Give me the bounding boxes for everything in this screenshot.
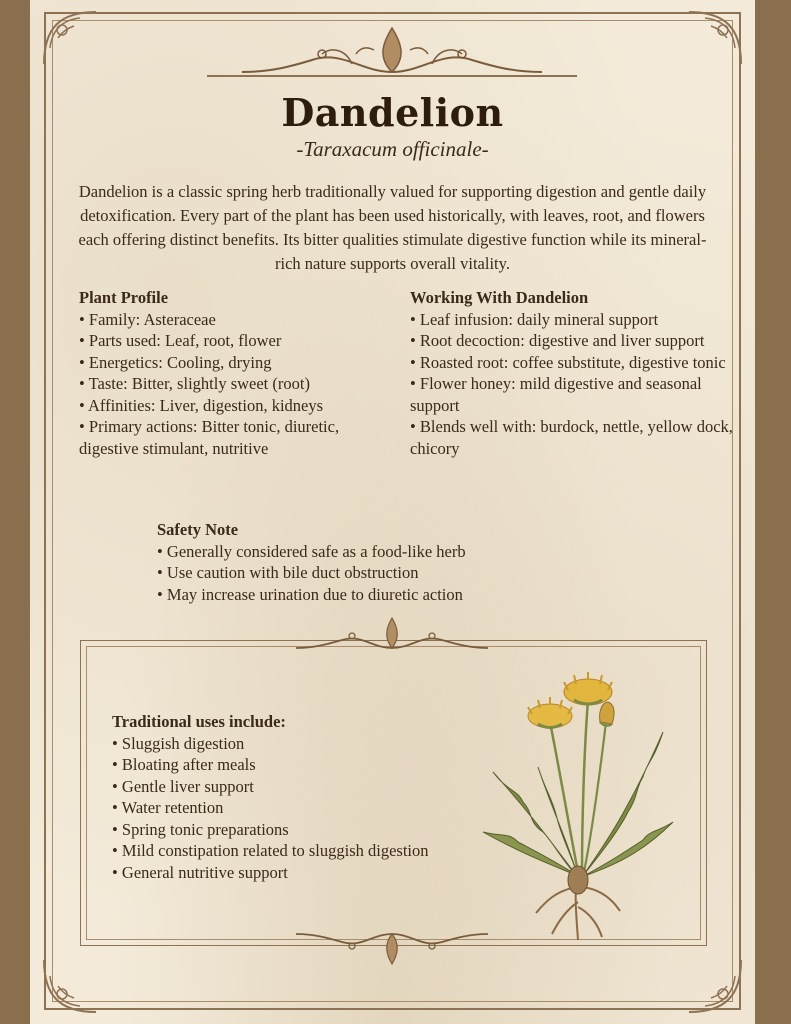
dandelion-flower-icon (528, 697, 572, 728)
traditional-uses-section (112, 711, 512, 883)
plant-profile-heading: Plant Profile (79, 288, 169, 307)
box-bottom-flourish-icon (292, 924, 492, 968)
list-item: • Bloating after meals (112, 755, 256, 774)
list-item: • May increase urination due to diuretic action (157, 584, 463, 604)
corner-ornament-top-right-icon (685, 8, 745, 68)
corner-ornament-top-left-icon (40, 8, 100, 68)
intro-paragraph: Dandelion is a classic spring herb traditionally valued for supporting digestion and gentle daily detoxification. Every part of the plant has been used historically, with leaves, root, and flowers each offering distinct benefits. Its bitter qualities stimulate digestive function while its mineral-rich nature supports overall vitality. (78, 182, 707, 273)
list-item: • Taste: Bitter, slightly sweet (root) (79, 374, 310, 393)
list-item: • Spring tonic preparations (112, 819, 289, 839)
list-item: • Blends well with: burdock, nettle, yellow dock, chicory (410, 417, 733, 458)
list-item: • Mild constipation related to sluggish digestion (112, 841, 429, 860)
list-item: • Flower honey: mild digestive and seasonal support (410, 374, 702, 415)
list-item: • Gentle liver support (112, 776, 254, 796)
dandelion-illustration-icon (478, 672, 678, 944)
scientific-name: -Taraxacum officinale- (296, 137, 489, 161)
working-with-section (410, 287, 740, 459)
list-item: • Generally considered safe as a food-like herb (157, 541, 466, 561)
safety-note-section (157, 519, 577, 605)
corner-ornament-bottom-left-icon (40, 956, 100, 1016)
box-top-flourish-icon (292, 614, 492, 658)
list-item: • Energetics: Cooling, drying (79, 352, 272, 372)
dandelion-bud-icon (600, 702, 614, 726)
list-item: • Leaf infusion: daily mineral support (410, 309, 659, 329)
list-item: • Roasted root: coffee substitute, digestive tonic (410, 352, 726, 372)
list-item: • General nutritive support (112, 862, 288, 882)
plant-profile-section (79, 287, 399, 459)
list-item: • Sluggish digestion (112, 733, 245, 753)
list-item: • Water retention (112, 798, 224, 817)
corner-ornament-bottom-right-icon (685, 956, 745, 1016)
list-item: • Use caution with bile duct obstruction (157, 563, 419, 582)
list-item: • Parts used: Leaf, root, flower (79, 331, 282, 350)
traditional-uses-heading: Traditional uses include: (112, 712, 286, 731)
list-item: • Root decoction: digestive and liver support (410, 331, 705, 350)
list-item: • Family: Asteraceae (79, 309, 216, 329)
list-item: • Primary actions: Bitter tonic, diuretic, digestive stimulant, nutritive (79, 417, 340, 458)
page (30, 0, 755, 1024)
list-item: • Affinities: Liver, digestion, kidneys (79, 395, 324, 415)
top-flourish-icon (202, 20, 582, 84)
safety-note-heading: Safety Note (157, 520, 239, 539)
working-with-heading: Working With Dandelion (410, 288, 589, 307)
page-title: Dandelion (281, 90, 504, 135)
dandelion-flower-icon (564, 672, 612, 705)
